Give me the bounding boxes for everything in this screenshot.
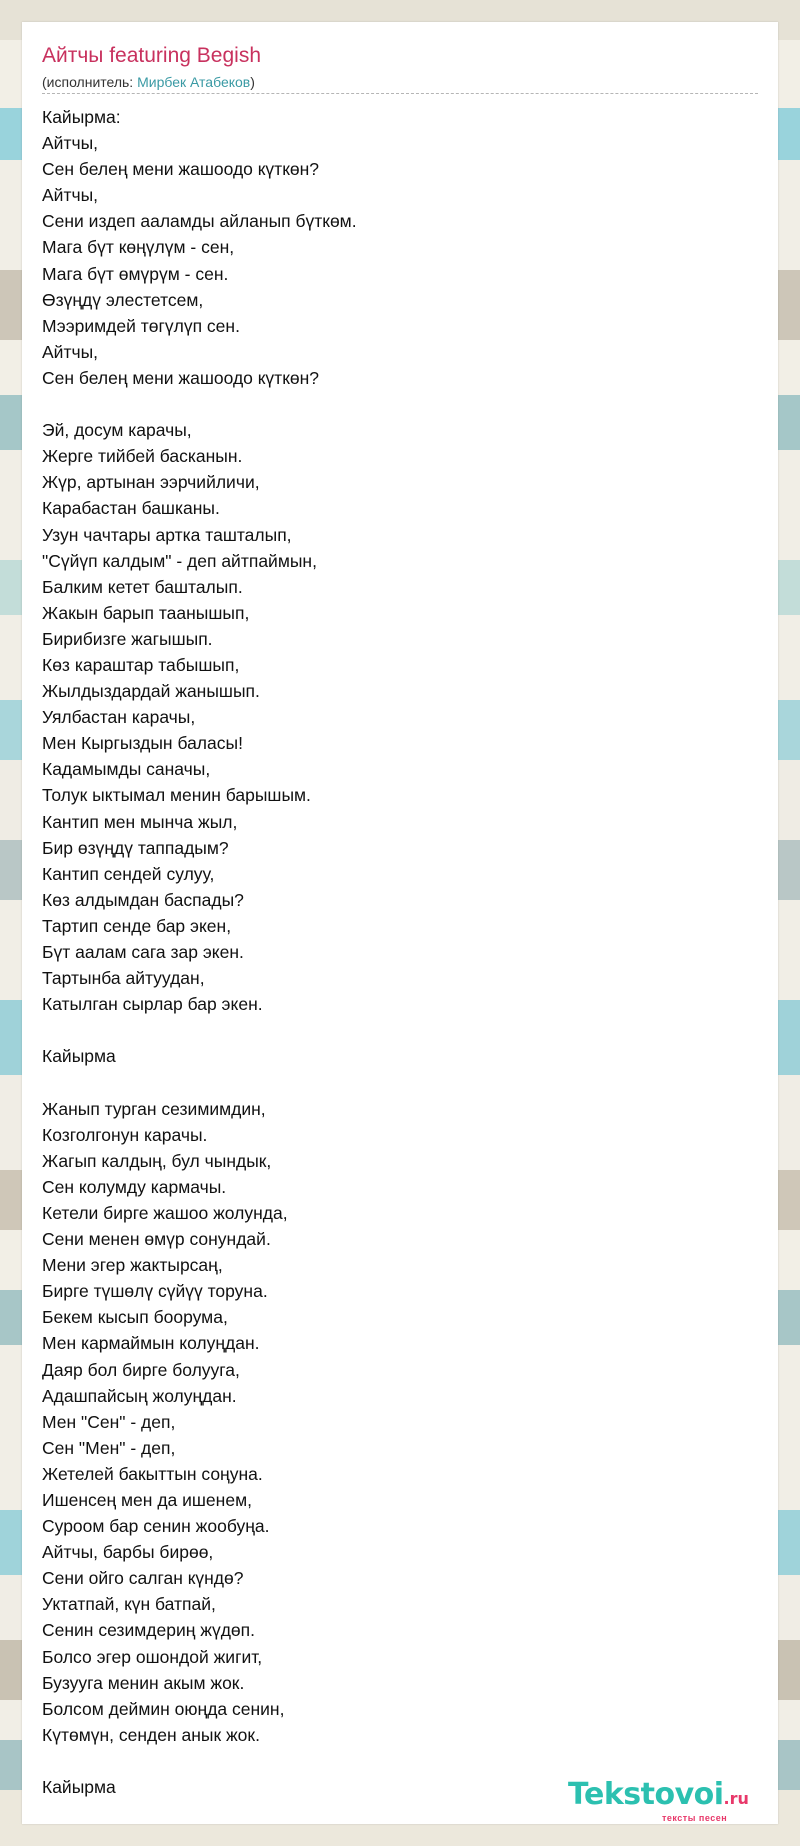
lyrics-card — [22, 22, 778, 1824]
artist-line — [42, 74, 255, 90]
lyric-line: Жагып калдың, бул чындык, — [42, 1150, 272, 1171]
lyric-line: Мээримдей төгүлүп сен. — [42, 315, 240, 336]
site-logo — [568, 1777, 749, 1823]
lyric-line: "Сүйүп калдым" - деп айтпаймын, — [42, 550, 317, 571]
lyric-line: Кадамымды саначы, — [42, 759, 211, 780]
lyric-line: Жакын барып таанышып, — [42, 602, 250, 623]
lyric-line: Кетели бирге жашоо жолунда, — [42, 1202, 288, 1223]
lyric-line: Козголгонун карачы. — [42, 1124, 208, 1145]
lyric-line: Бирге түшөлү сүйүү торуна. — [42, 1281, 268, 1302]
lyric-line: Кайырма: — [42, 107, 121, 127]
lyric-line: Сени издеп ааламды айланып бүткөм. — [42, 211, 357, 232]
artist-suffix: ) — [250, 74, 255, 90]
lyric-line: Мага бүт өмүрүм - сен. — [42, 263, 229, 284]
lyric-line: Адашпайсың жолуңдан. — [42, 1385, 237, 1406]
lyric-line: Балким кетет башталып. — [42, 576, 243, 597]
lyric-line: Сен белең мени жашоодо күткөн? — [42, 367, 319, 388]
lyric-line: Мен "Сен" - деп, — [42, 1411, 176, 1432]
lyric-line: Узун чачтары артка ташталып, — [42, 524, 292, 545]
lyric-line: Кантип сендей сулуу, — [42, 863, 215, 884]
lyric-line — [42, 1748, 758, 1774]
lyric-line: Көз алдымдан баспады? — [42, 889, 244, 910]
lyric-line: Тартип сенде бар экен, — [42, 915, 232, 936]
lyric-line: Жылдыздардай жанышып. — [42, 681, 260, 702]
lyric-line: Жанып турган сезимимдин, — [42, 1098, 266, 1119]
lyric-line: Бузууга менин акым жок. — [42, 1672, 245, 1693]
lyric-line — [42, 1069, 758, 1095]
lyric-line: Кайырма — [42, 1777, 116, 1797]
lyric-line: Сенин сезимдериң жүдөп. — [42, 1620, 255, 1641]
lyrics-text — [42, 104, 758, 1800]
lyric-line: Бир өзүңдү таппадым? — [42, 837, 229, 858]
lyric-line: Көз караштар табышып, — [42, 654, 240, 675]
lyric-line: Сени менен өмүр сонундай. — [42, 1229, 271, 1250]
lyric-line: Бирибизге жагышып. — [42, 628, 213, 649]
lyric-line: Катылган сырлар бар экен. — [42, 994, 263, 1015]
song-title: Айтчы featuring Begish — [42, 44, 261, 67]
lyric-line: Жүр, артынан ээрчийличи, — [42, 472, 260, 493]
logo-tld: .ru — [723, 1789, 749, 1808]
lyric-line: Мага бүт көңүлүм - сен, — [42, 237, 235, 258]
title-divider — [42, 93, 758, 94]
lyric-line: Кантип мен мынча жыл, — [42, 811, 238, 832]
lyric-line: Айтчы, — [42, 341, 99, 362]
lyric-line — [42, 1017, 758, 1043]
lyric-line: Даяр бол бирге болууга, — [42, 1359, 240, 1380]
lyric-line: Бүт аалам сага зар экен. — [42, 942, 244, 962]
lyric-line: Тартынба айтуудан, — [42, 968, 205, 989]
artist-link[interactable]: Мирбек Атабеков — [137, 74, 251, 90]
lyric-line: Суроом бар сенин жообуңа. — [42, 1516, 270, 1537]
lyric-line: Эй, досум карачы, — [42, 420, 192, 441]
lyric-line: Айтчы, — [42, 185, 99, 206]
lyric-line: Карабастан башканы. — [42, 498, 220, 519]
lyric-line: Болсо эгер ошондой жигит, — [42, 1646, 263, 1667]
lyric-line: Сени ойго салган күндө? — [42, 1568, 244, 1589]
lyric-line: Айтчы, — [42, 133, 99, 154]
lyric-line: Сен "Мен" - деп, — [42, 1437, 176, 1458]
lyric-line: Сен колумду кармачы. — [42, 1176, 227, 1197]
lyric-line: Сен белең мени жашоодо күткөн? — [42, 159, 319, 180]
lyric-line — [42, 391, 758, 417]
lyric-line: Уялбастан карачы, — [42, 707, 196, 728]
lyric-line: Мен Кыргыздын баласы! — [42, 733, 243, 754]
logo-tagline: тексты песен — [662, 1813, 728, 1823]
lyric-line: Бекем кысып боорума, — [42, 1307, 228, 1328]
lyric-line: Өзүңдү элестетсем, — [42, 289, 204, 310]
lyric-line: Кайырма — [42, 1046, 116, 1067]
lyric-line: Уктатпай, күн батпай, — [42, 1594, 216, 1615]
lyric-line: Мени эгер жактырсаң, — [42, 1255, 223, 1276]
lyric-line: Жерге тийбей басканын. — [42, 446, 243, 467]
logo-name: Tekstovoi — [568, 1777, 724, 1812]
lyric-line: Толук ыктымал менин барышым. — [42, 785, 311, 806]
lyric-line: Күтөмүн, сенден анык жок. — [42, 1724, 260, 1745]
lyric-line: Ишенсең мен да ишенем, — [42, 1489, 252, 1510]
lyric-line: Мен кармаймын колуңдан. — [42, 1333, 260, 1354]
lyric-line: Болсом деймин оюңда сенин, — [42, 1698, 285, 1719]
lyric-line: Айтчы, барбы бирөө, — [42, 1542, 214, 1563]
artist-prefix: (исполнитель: — [42, 74, 138, 90]
lyric-line: Жетелей бакыттын соңуна. — [42, 1463, 263, 1484]
